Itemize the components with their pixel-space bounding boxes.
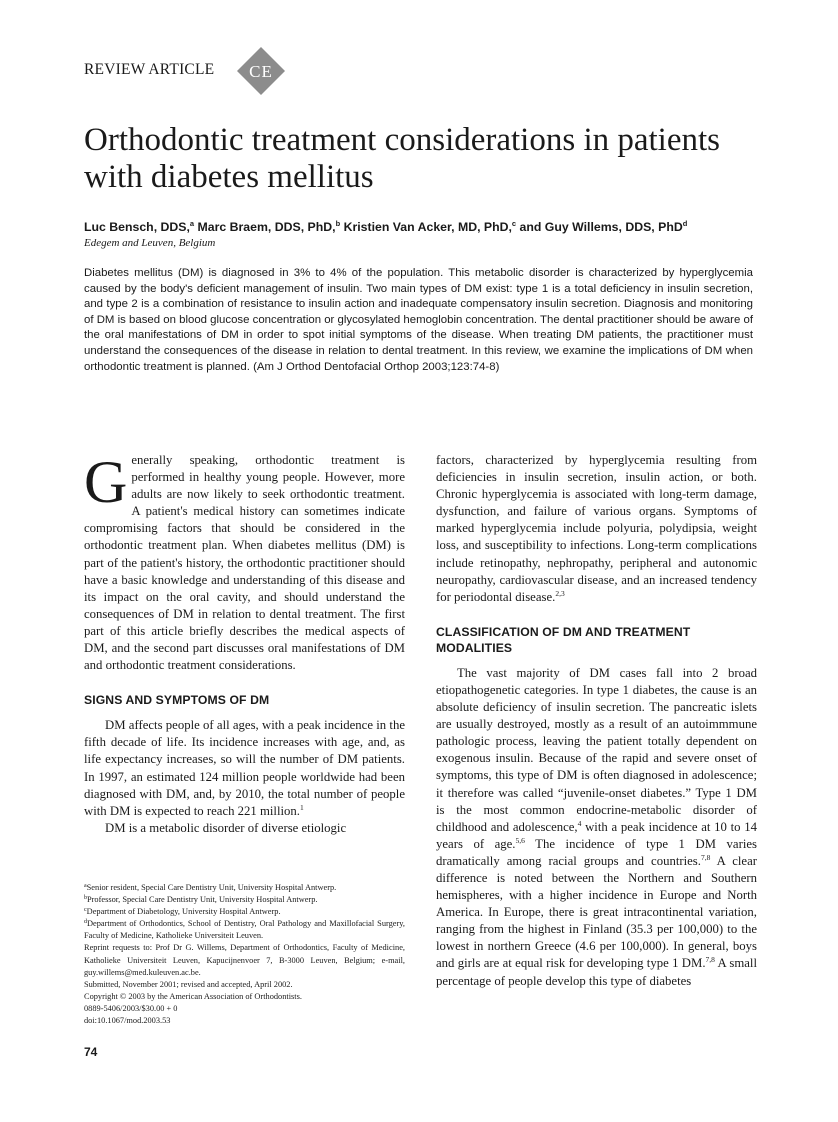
abstract: Diabetes mellitus (DM) is diagnosed in 3% to 4% of the population. This metabolic disorder is characterized by hyperglycemia caused by the body's deficient management of insulin. Two main types of DM exist: type 1 is a total deficiency in insulin secretion, and type 2 is a combination of resistance to insulin action and inadequate compensatory insulin secretion. Diagnosis and monitoring of DM is based on blood glucose concentration or glycosylated hemoglobin concentration. The dental practitioner should be aware of the oral manifestations of DM in order to spot initial symptoms of the disease. When treating DM patients, the practitioner must understand the consequences of the disease in relation to dental treatment. In this review, we examine the implications of DM when orthodontic treatment is planned. (Am J Orthod Dentofacial Orthop 2003;123:74-8) [84,267,753,373]
reference-marker: 1 [300,802,304,812]
footnote [84,1015,405,1027]
reference-marker: 7,8 [705,955,715,965]
class-text-e: A small percentage of people develop this type of diabetes [436,956,757,988]
left-column [84,449,405,837]
affiliation-marker: a [189,219,195,228]
footnotes [84,882,405,1027]
author-separator: and [516,220,545,234]
footnote-text: Senior resident, Special Care Dentistry Unit, University Hospital Antwerp. [86,883,337,892]
signs-paragraph-2 [84,820,405,837]
footnote-text: Professor, Special Care Dentistry Unit, University Hospital Antwerp. [87,895,318,905]
continued-paragraph [436,452,757,606]
signs-text-2: DM is a metabolic disorder of diverse etiologic [105,820,347,835]
reference-marker: 5,6 [515,835,525,845]
footnote [84,1003,405,1015]
footnote [84,894,405,906]
footnote [84,979,405,991]
signs-text-1: DM affects people of all ages, with a peak incidence in the fifth decade of life. Its incidence increases with age, and, as life expectancy increases, so will the number of DM patients. In 1997, an estimated 124 million people worldwide had been diagnosed with DM, and, by 2010, the total number of people with DM is expected to reach 221 million. [84,718,405,818]
footnote-text: Reprint requests to: Prof Dr G. Willems, Department of Orthodontics, Faculty of Medicine, Katholieke Universiteit Leuven, Kapucijnenvoer 7, B-3000 Leuven, Belgium; e-mail, guy.willems@med.kuleuven.ac.be. [84,943,405,977]
section-heading-classification: CLASSIFICATION OF DM AND TREATMENT MODALITIES [436,624,691,655]
footnote-text: doi:10.1067/mod.2003.53 [84,1016,171,1026]
reference-marker: 2,3 [555,588,565,598]
continued-text: factors, characterized by hyperglycemia resulting from deficiencies in insulin secretion, insulin action, or both. Chronic hyperglycemia is associated with long-term damage, dysfunction, and failure of various organs. Symptoms of marked hyperglycemia include polyuria, polydipsia, weight loss, and susceptibility to infections. Long-term complications include retinopathy, nephropathy, peripheral and autonomic neuropathy, cardiovascular disease, and an increased tendency for periodontal disease. [436,453,757,604]
author-name: Marc Braem, DDS, PhD, [197,220,336,234]
author-affiliation: Edegem and Leuven, Belgium [84,237,216,249]
footnote [84,906,405,918]
intro-paragraph [84,449,405,674]
reference-marker: 7,8 [700,852,711,862]
footnote-text: Copyright © 2003 by the American Association of Orthodontists. [84,991,302,1001]
right-column [436,452,757,990]
class-text-c: The incidence of type 1 DM varies dramatically among racial groups and countries. [436,836,757,868]
reference-marker: 4 [577,818,582,828]
footnote-text: Submitted, November 2001; revised and accepted, April 2002. [84,979,293,989]
footnote-marker: b [84,895,87,902]
footnote-text: Department of Diabetology, University Hospital Antwerp. [86,907,281,917]
ce-diamond-logo [236,46,286,96]
classification-paragraph [436,665,757,990]
author-name: Kristien Van Acker, MD, PhD, [343,220,512,234]
footnote [84,918,405,942]
footnote-text: Department of Orthodontics, School of Dentistry, Oral Pathology and Maxillofacial Surgery, Faculty of Medicine, Katholieke Universiteit Leuven. [84,919,405,941]
class-text-a: The vast majority of DM cases fall into 2 broad etiopathogenetic categories. In type 1 diabetes, the cause is an absolute deficiency of insulin secretion. The pancreatic islets are usually destroyed, mostly as a result of an autoimmmune pathologic process, leaving the patient totally dependent on exogenous insulin. Because of the rapid and severe onset of symptoms, this type of DM is often diagnosed in adolescence; it therefore was called “juvenile-onset diabetes.” Type 1 DM is the most common endocrine-metabolic disorder of childhood and adolescence, [436,665,757,834]
author-list [84,219,764,234]
footnote-text: 0889-5406/2003/$30.00 + 0 [84,1003,178,1013]
affiliation-marker: d [682,219,688,228]
article-title: Orthodontic treatment considerations in patients with diabetes mellitus [84,122,721,195]
footnote [84,991,405,1003]
author-name: Guy Willems, DDS, PhD [544,220,683,234]
footnote-marker: d [84,919,87,926]
intro-text: enerally speaking, orthodontic treatment is performed in healthy young people. However, more adults are now likely to seek orthodontic treatment. A patient's medical history can sometimes indicate compromising factors that should be considered in the orthodontic treatment plan. When diabetes mellitus (DM) is part of the patient's history, the orthodontic practitioner should have a basic knowledge and understanding of this disease and its impact on the oral cavity, and should understand the consequences of DM in relation to dental treatment. The first part of this article briefly describes the medical aspects of DM, and the second part discusses oral manifestations of DM and orthodontic treatment considerations. [84,453,405,673]
article-type-label: REVIEW ARTICLE [84,61,215,78]
section-heading-signs: SIGNS AND SYMPTOMS OF DM [84,693,270,708]
page-number: 74 [84,1045,98,1059]
footnote [84,882,405,894]
affiliation-marker: c [511,219,517,228]
signs-paragraph-1 [84,717,405,820]
logo-text: CE [249,62,273,81]
class-text-b: with a peak incidence at 10 to 14 years of age. [436,819,757,851]
class-text-d: A clear difference is noted between the Northern and Southern hemispheres, with a higher incidence in Europe and North America. In Europe, there is great intracontinental variation, ranging from the highest in Finland (35.3 per 100,000) to the lowest in northern Greece (4.6 per 100,000). In general, boys and girls are at equal risk for developing type 1 DM. [436,853,757,971]
drop-cap: G [84,449,128,515]
author-name: Luc Bensch, DDS, [84,220,190,234]
footnote [84,942,405,978]
affiliation-marker: b [335,219,341,228]
footnote-marker: c [84,907,87,914]
footnote-marker: a [84,883,87,889]
